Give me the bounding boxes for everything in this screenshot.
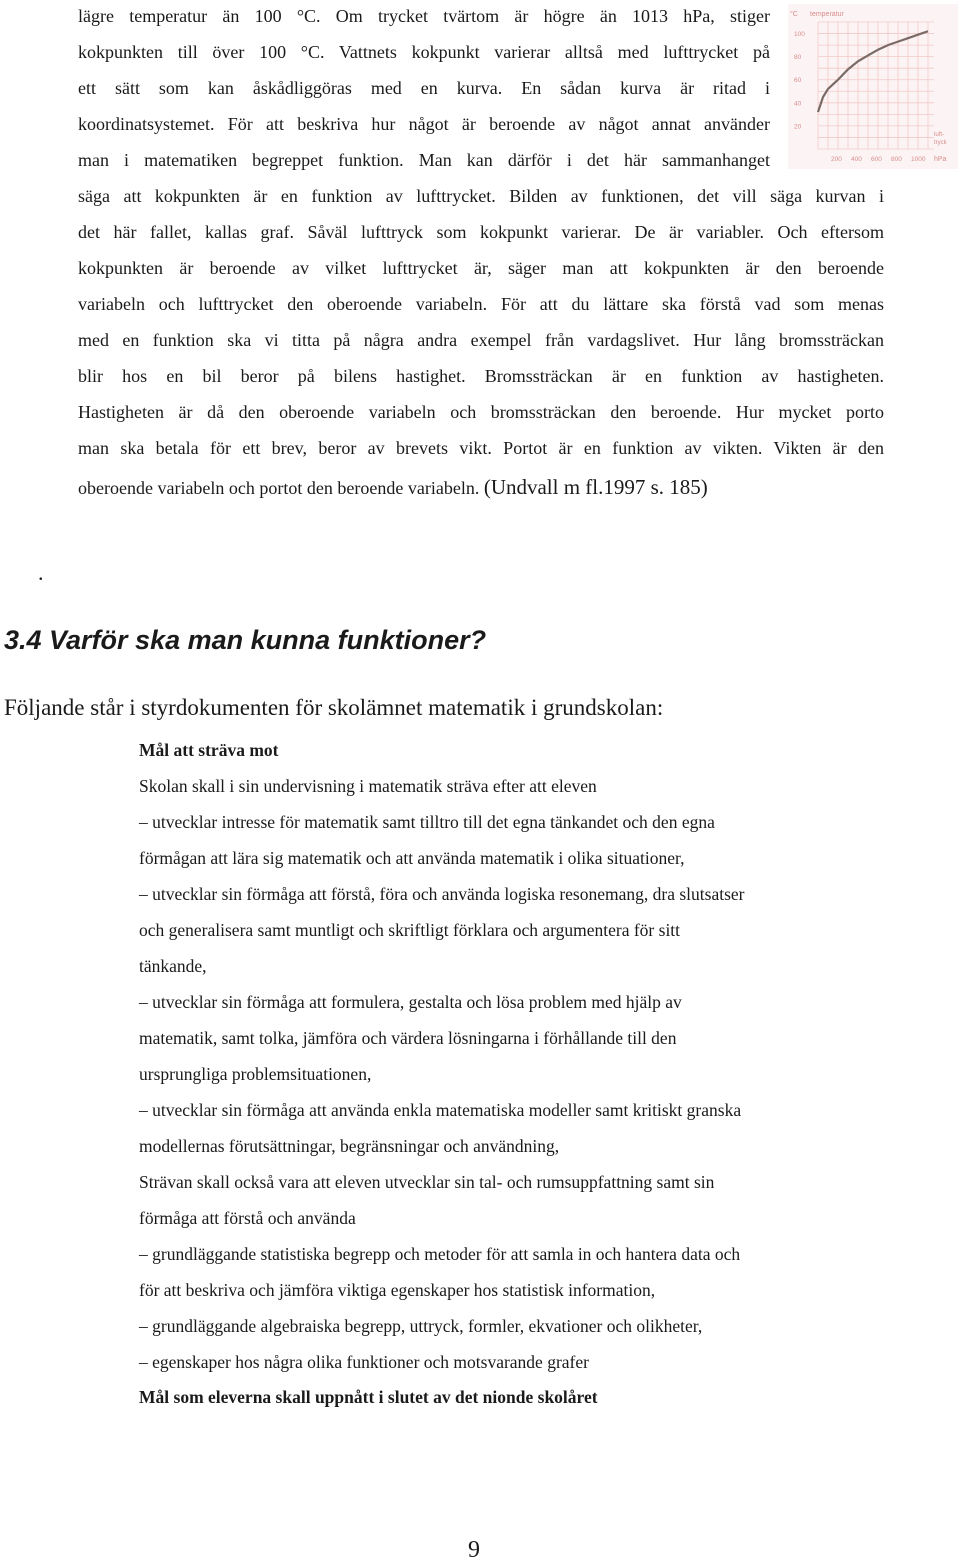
intro-line: koordinatsystemet. För att beskriva hur något är beroende av något annat använder bbox=[78, 114, 770, 134]
x-axis-title-line1: luft- bbox=[934, 132, 945, 138]
intro-line: lägre temperatur än 100 °C. Om trycket tvärtom är högre än 1013 hPa, stiger bbox=[78, 6, 770, 26]
goal-line: – utvecklar sin förmåga att använda enkla matematiska modeller samt kritiskt granska bbox=[139, 1100, 742, 1120]
goal-line: Skolan skall i sin undervisning i matematik sträva efter att eleven bbox=[139, 776, 597, 796]
intro-line: variabeln och lufttrycket den oberoende variabeln. För att du lättare ska förstå vad som menas bbox=[78, 294, 884, 314]
goal-line: för att beskriva och jämföra viktiga egenskaper hos statistisk information, bbox=[139, 1280, 656, 1300]
y-tick-label: 40 bbox=[794, 100, 802, 108]
x-tick-label: 1000 bbox=[911, 156, 926, 163]
goal-line: – utvecklar intresse för matematik samt tilltro till det egna tänkandet och den egna bbox=[139, 812, 715, 832]
intro-line: säga att kokpunkten är en funktion av lufttrycket. Bilden av funktionen, det vill säga kurvan i bbox=[78, 186, 884, 206]
goal-line: – utvecklar sin förmåga att förstå, föra och använda logiska resonemang, dra slutsatser bbox=[139, 884, 745, 904]
intro-line: kokpunkten till över 100 °C. Vattnets kokpunkt varierar alltså med lufttrycket på bbox=[78, 42, 770, 62]
goal-line: modellernas förutsättningar, begränsningar och användning, bbox=[139, 1136, 560, 1156]
achieve-heading: Mål som eleverna skall uppnått i slutet av det nionde skolåret bbox=[139, 1387, 598, 1407]
goal-line: tänkande, bbox=[139, 956, 207, 976]
section-heading: 3.4 Varför ska man kunna funktioner? bbox=[4, 625, 487, 655]
x-tick-label: 600 bbox=[871, 156, 882, 163]
goal-line: ursprungliga problemsituationen, bbox=[139, 1064, 372, 1084]
citation: (Undvall m fl.1997 s. 185) bbox=[483, 475, 708, 499]
boiling-point-graph bbox=[788, 4, 958, 169]
intro-line: det här fallet, kallas graf. Såväl lufttryck som kokpunkt varierar. De är variabler. Och eftersom bbox=[78, 222, 884, 242]
intro-line: Hastigheten är då den oberoende variabeln och bromssträckan den beroende. Hur mycket porto bbox=[78, 402, 884, 422]
x-tick-label: 400 bbox=[851, 156, 862, 163]
intro-line: oberoende variabeln och portot den beroende variabeln. bbox=[78, 478, 480, 498]
stray-dot: . bbox=[38, 560, 44, 585]
goal-line: och generalisera samt muntligt och skriftligt förklara och argumentera för sitt bbox=[139, 920, 681, 940]
goals-heading: Mål att sträva mot bbox=[139, 740, 279, 760]
y-axis-title: temperatur bbox=[810, 11, 844, 18]
intro-line: man ska betala för ett brev, beror av brevets vikt. Portot är en funktion av vikten. Vikten är den bbox=[78, 438, 884, 458]
y-tick-label: 20 bbox=[794, 123, 802, 131]
goal-line: Strävan skall också vara att eleven utvecklar sin tal- och rumsuppfattning samt sin bbox=[139, 1172, 715, 1192]
intro-line: kokpunkten är beroende av vilket lufttrycket är, säger man att kokpunkten är den beroende bbox=[78, 258, 884, 278]
x-axis-title-line2: tryck bbox=[934, 140, 947, 146]
goal-line: – grundläggande algebraiska begrepp, uttryck, formler, ekvationer och olikheter, bbox=[139, 1316, 703, 1336]
x-tick-label: 800 bbox=[891, 156, 902, 163]
y-unit-label: °C bbox=[790, 11, 798, 18]
goal-line: förmåga att förstå och använda bbox=[139, 1208, 356, 1228]
y-tick-label: 80 bbox=[794, 54, 802, 62]
x-unit-label: hPa bbox=[934, 156, 947, 163]
y-tick-label: 100 bbox=[794, 31, 805, 39]
intro-line: blir hos en bil beror på bilens hastighet. Bromssträckan är en funktion av hastigheten. bbox=[78, 366, 884, 386]
intro-line: man i matematiken begreppet funktion. Man kan därför i det här sammanhanget bbox=[78, 150, 770, 170]
y-tick-label: 60 bbox=[794, 77, 802, 85]
intro-line: ett sätt som kan åskådliggöras med en kurva. En sådan kurva är ritad i bbox=[78, 78, 770, 98]
lead-sentence: Följande står i styrdokumenten för skolämnet matematik i grundskolan: bbox=[4, 695, 664, 720]
goal-line: förmågan att lära sig matematik och att använda matematik i olika situationer, bbox=[139, 848, 685, 868]
intro-last-line bbox=[78, 476, 708, 499]
page-number: 9 bbox=[468, 1537, 480, 1563]
intro-line: med en funktion ska vi titta på några andra exempel från vardagslivet. Hur lång bromssträckan bbox=[78, 330, 884, 350]
goal-line: – utvecklar sin förmåga att formulera, gestalta och lösa problem med hjälp av bbox=[139, 992, 682, 1012]
goal-line: – grundläggande statistiska begrepp och metoder för att samla in och hantera data och bbox=[139, 1244, 741, 1264]
goal-line: matematik, samt tolka, jämföra och värdera lösningarna i förhållande till den bbox=[139, 1028, 677, 1048]
x-tick-label: 200 bbox=[831, 156, 842, 163]
goal-line: – egenskaper hos några olika funktioner och motsvarande grafer bbox=[139, 1352, 589, 1372]
graph-background bbox=[788, 4, 958, 169]
